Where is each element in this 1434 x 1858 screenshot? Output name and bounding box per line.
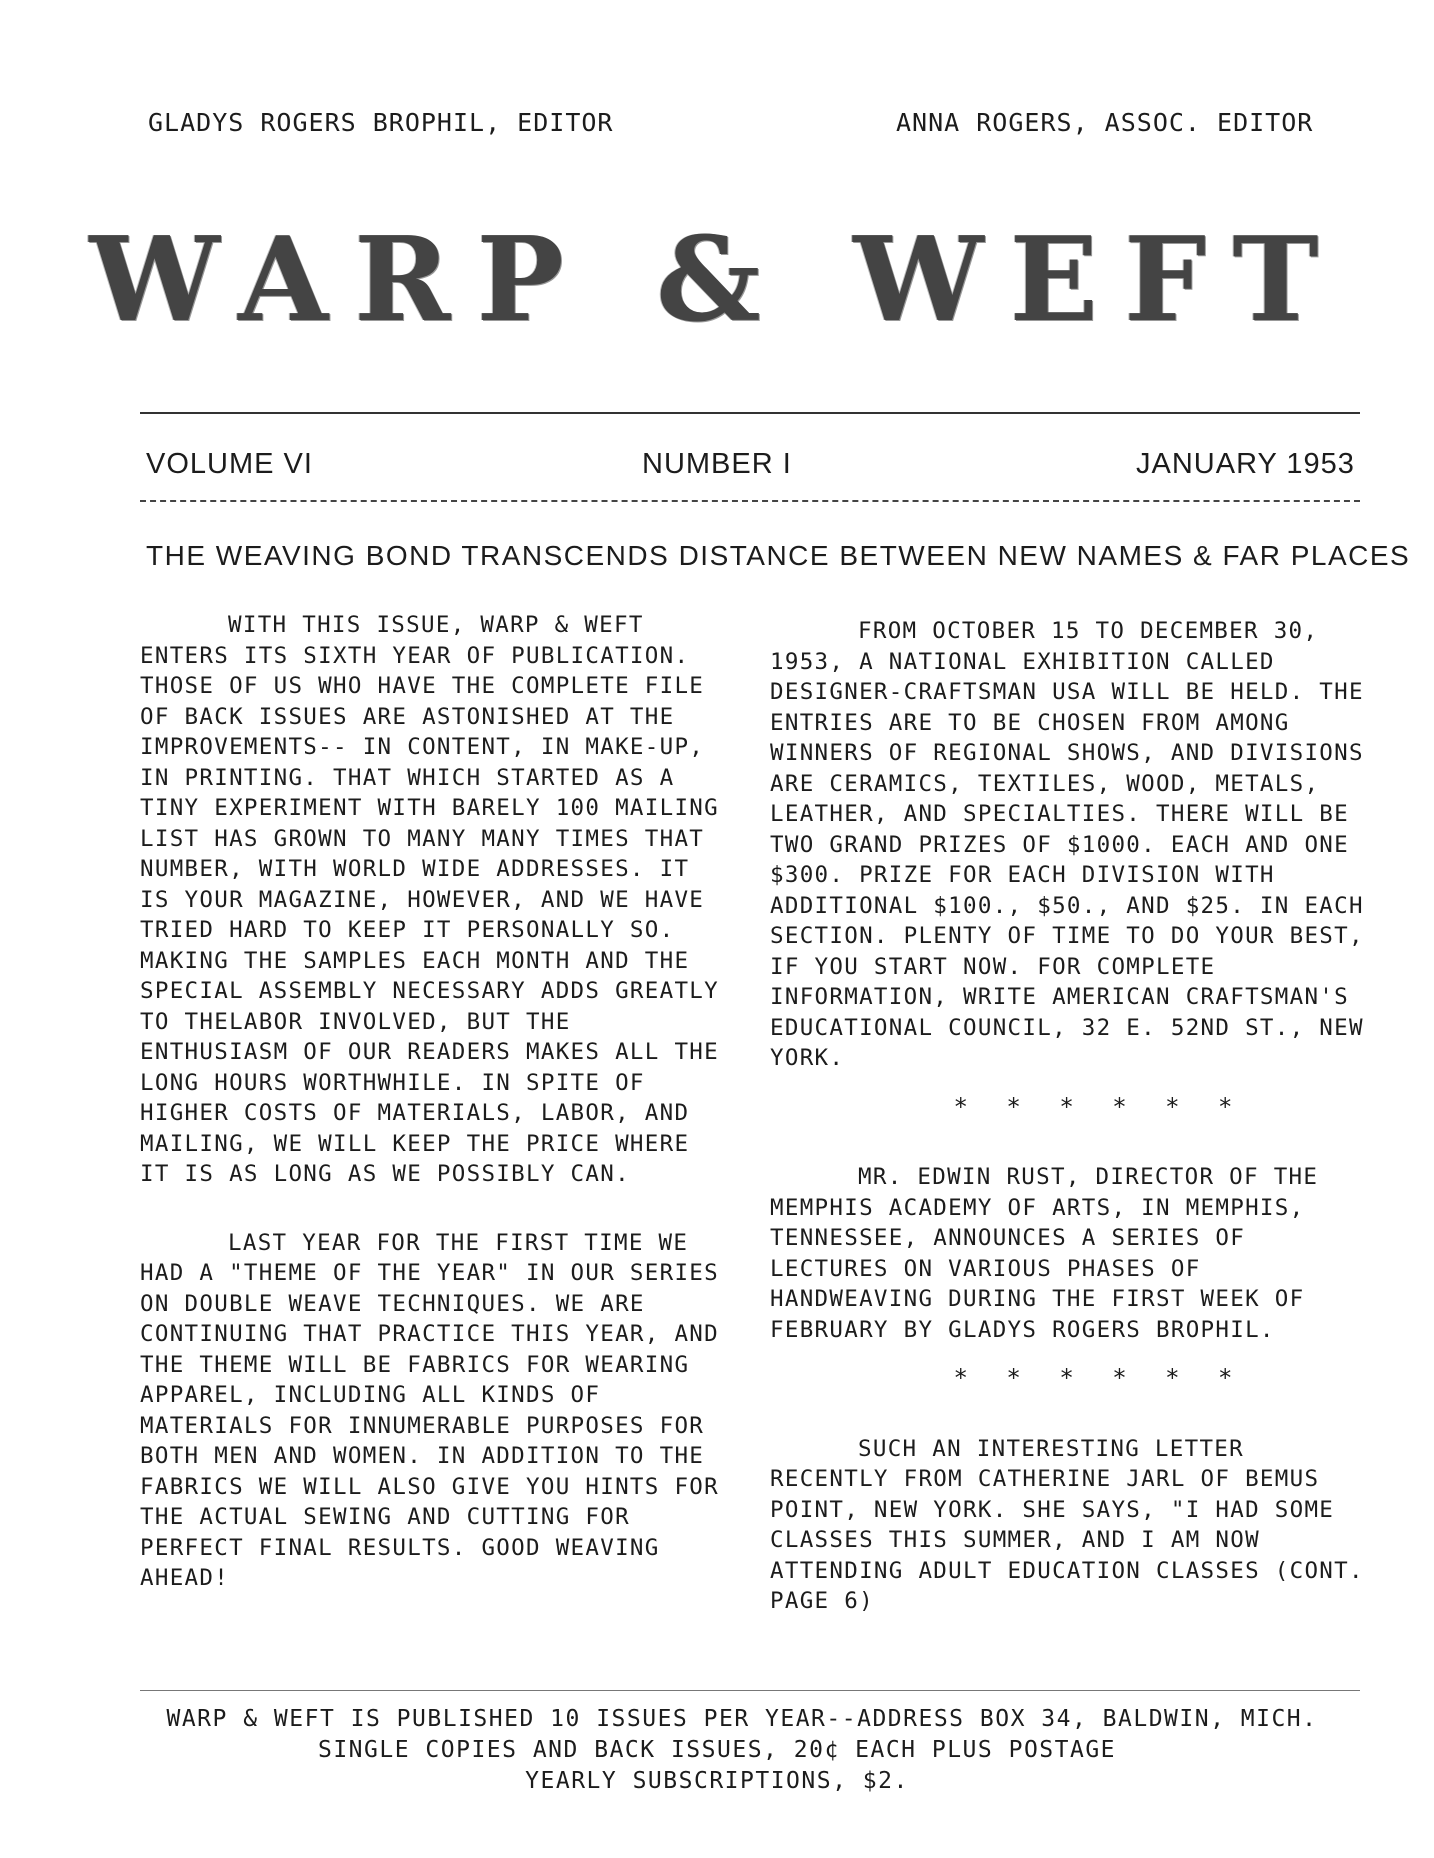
number-label: NUMBER I <box>642 448 792 480</box>
footer-line-subscriptions: YEARLY SUBSCRIPTIONS, $2. <box>525 1768 909 1794</box>
footer-rule <box>140 1690 1360 1691</box>
letter-paragraph: SUCH AN INTERESTING LETTER RECENTLY FROM CATHERINE JARL OF BEMUS POINT, NEW YORK. SHE SAYS, "I HAD SOME CLASSES THIS SUMMER, AND I AM NOW ATTENDING ADULT EDUCATION CLASSES (CONT. PAGE 6) <box>770 1435 1364 1614</box>
assoc-editor-name: ANNA ROGERS, ASSOC. EDITOR <box>896 108 1314 137</box>
left-column <box>140 610 730 1594</box>
bottom-rule <box>140 500 1360 502</box>
masthead-title: WARP & WEFT <box>89 212 1345 348</box>
separator-stars: * * * * * * <box>953 1364 1245 1392</box>
right-column <box>770 616 1368 1617</box>
top-rule <box>140 412 1360 414</box>
headline: THE WEAVING BOND TRANSCENDS DISTANCE BETWEEN NEW NAMES & FAR PLACES <box>146 540 1411 571</box>
issue-date: JANUARY 1953 <box>1136 448 1355 480</box>
theme-paragraph: LAST YEAR FOR THE FIRST TIME WE HAD A "THEME OF THE YEAR" IN OUR SERIES ON DOUBLE WEAVE TECHNIQUES. WE ARE CONTINUING THAT PRACTICE THIS YEAR, AND THE THEME WILL BE FABRICS FOR WEARING APPAREL, INCLUDING ALL KINDS OF MATERIALS FOR INNUMERABLE PURPOSES FOR BOTH MEN AND WOMEN. IN ADDITION TO THE FABRICS WE WILL ALSO GIVE YOU HINTS FOR THE ACTUAL SEWING AND CUTTING FOR PERFECT FINAL RESULTS. GOOD WEAVING AHEAD! <box>140 1229 719 1591</box>
lectures-paragraph: MR. EDWIN RUST, DIRECTOR OF THE MEMPHIS ACADEMY OF ARTS, IN MEMPHIS, TENNESSEE, ANNOUNCES A SERIES OF LECTURES ON VARIOUS PHASES OF HANDWEAVING DURING THE FIRST WEEK OF FEBRUARY BY GLADYS ROGERS BROPHIL. <box>770 1164 1319 1343</box>
separator-stars: * * * * * * <box>953 1092 1245 1121</box>
editor-name: GLADYS ROGERS BROPHIL, EDITOR <box>148 108 614 137</box>
publication-footer <box>0 1704 1434 1797</box>
volume-label: VOLUME VI <box>146 448 313 480</box>
exhibition-paragraph: FROM OCTOBER 15 TO DECEMBER 30, 1953, A NATIONAL EXHIBITION CALLED DESIGNER-CRAFTSMAN USA WILL BE HELD. THE ENTRIES ARE TO BE CHOSEN FROM AMONG WINNERS OF REGIONAL SHOWS, AND DIVISIONS ARE CERAMICS, TEXTILES, WOOD, METALS, LEATHER, AND SPECIALTIES. THERE WILL BE TWO GRAND PRIZES OF $1000. EACH AND ONE $300. PRIZE FOR EACH DIVISION WITH ADDITIONAL $100., $50., AND $25. IN EACH SECTION. PLENTY OF TIME TO DO YOUR BEST, IF YOU START NOW. FOR COMPLETE INFORMATION, WRITE AMERICAN CRAFTSMAN'S EDUCATIONAL COUNCIL, 32 E. 52ND ST., NEW YORK. <box>770 618 1364 1071</box>
intro-paragraph: WITH THIS ISSUE, WARP & WEFT ENTERS ITS SIXTH YEAR OF PUBLICATION. THOSE OF US WHO HAVE THE COMPLETE FILE OF BACK ISSUES ARE ASTONISHED AT THE IMPROVEMENTS-- IN CONTENT, IN MAKE-UP, IN PRINTING. THAT WHICH STARTED AS A TINY EXPERIMENT WITH BARELY 100 MAILING LIST HAS GROWN TO MANY MANY TIMES THAT NUMBER, WITH WORLD WIDE ADDRESSES. IT IS YOUR MAGAZINE, HOWEVER, AND WE HAVE TRIED HARD TO KEEP IT PERSONALLY SO. MAKING THE SAMPLES EACH MONTH AND THE SPECIAL ASSEMBLY NECESSARY ADDS GREATLY TO THELABOR INVOLVED, BUT THE ENTHUSIASM OF OUR READERS MAKES ALL THE LONG HOURS WORTHWHILE. IN SPITE OF HIGHER COSTS OF MATERIALS, LABOR, AND MAILING, WE WILL KEEP THE PRICE WHERE IT IS AS LONG AS WE POSSIBLY CAN. <box>140 612 719 1187</box>
footer-line-publication: WARP & WEFT IS PUBLISHED 10 ISSUES PER YEAR--ADDRESS BOX 34, BALDWIN, MICH. <box>166 1706 1318 1732</box>
footer-line-copies: SINGLE COPIES AND BACK ISSUES, 20¢ EACH PLUS POSTAGE <box>317 1737 1117 1763</box>
